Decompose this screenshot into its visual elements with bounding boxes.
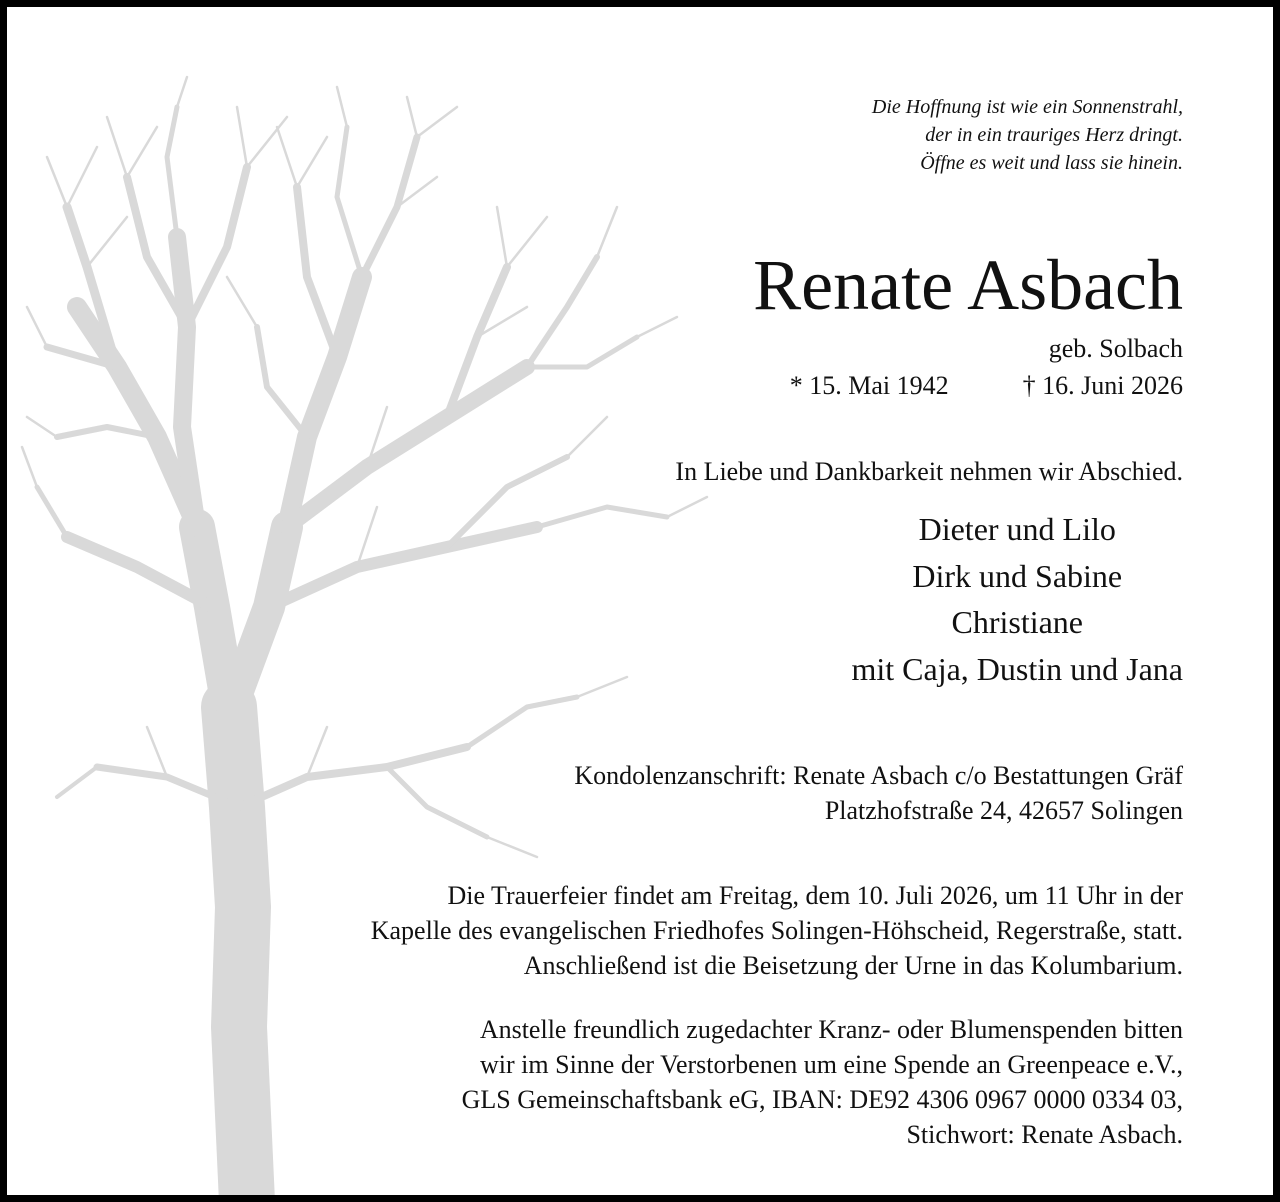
quote-line: Öffne es weit und lass sie hinein. (920, 152, 1183, 174)
donation-line: Stichwort: Renate Asbach. (906, 1120, 1183, 1149)
donation-request (462, 1012, 1183, 1152)
family-members (851, 506, 1183, 692)
funeral-details (371, 878, 1183, 983)
deceased-name: Renate Asbach (753, 245, 1183, 325)
quote-line: der in ein trauriges Herz dringt. (925, 124, 1183, 146)
family-member: mit Caja, Dustin und Jana (851, 650, 1183, 687)
family-member: Christiane (951, 604, 1083, 640)
birth-date: * 15. Mai 1942 (789, 371, 949, 400)
condolence-address (574, 758, 1183, 828)
donation-line: GLS Gemeinschaftsbank eG, IBAN: DE92 4306 0967 0000 0334 03, (461, 1085, 1183, 1114)
family-member: Dieter und Lilo (918, 511, 1116, 547)
address-line: Platzhofstraße 24, 42657 Solingen (824, 796, 1183, 825)
life-dates (790, 370, 1183, 402)
family-member: Dirk und Sabine (912, 557, 1123, 594)
maiden-name: geb. Solbach (1048, 334, 1183, 363)
donation-line: Anstelle freundlich zugedachter Kranz- oder Blumenspenden bitten (479, 1015, 1183, 1044)
funeral-line: Kapelle des evangelischen Friedhofes Solingen-Höhscheid, Regerstraße, statt. (370, 916, 1183, 945)
address-line: Kondolenzanschrift: Renate Asbach c/o Bestattungen Gräf (574, 761, 1183, 790)
donation-line: wir im Sinne der Verstorbenen um eine Spende an Greenpeace e.V., (480, 1050, 1183, 1079)
memorial-quote (872, 93, 1183, 177)
death-date: † 16. Juni 2026 (1022, 371, 1183, 400)
funeral-line: Anschließend ist die Beisetzung der Urne in das Kolumbarium. (523, 951, 1183, 980)
funeral-line: Die Trauerfeier findet am Freitag, dem 10. Juli 2026, um 11 Uhr in der (447, 881, 1183, 910)
quote-line: Die Hoffnung ist wie ein Sonnenstrahl, (871, 96, 1183, 118)
farewell-statement: In Liebe und Dankbarkeit nehmen wir Abschied. (675, 457, 1183, 486)
